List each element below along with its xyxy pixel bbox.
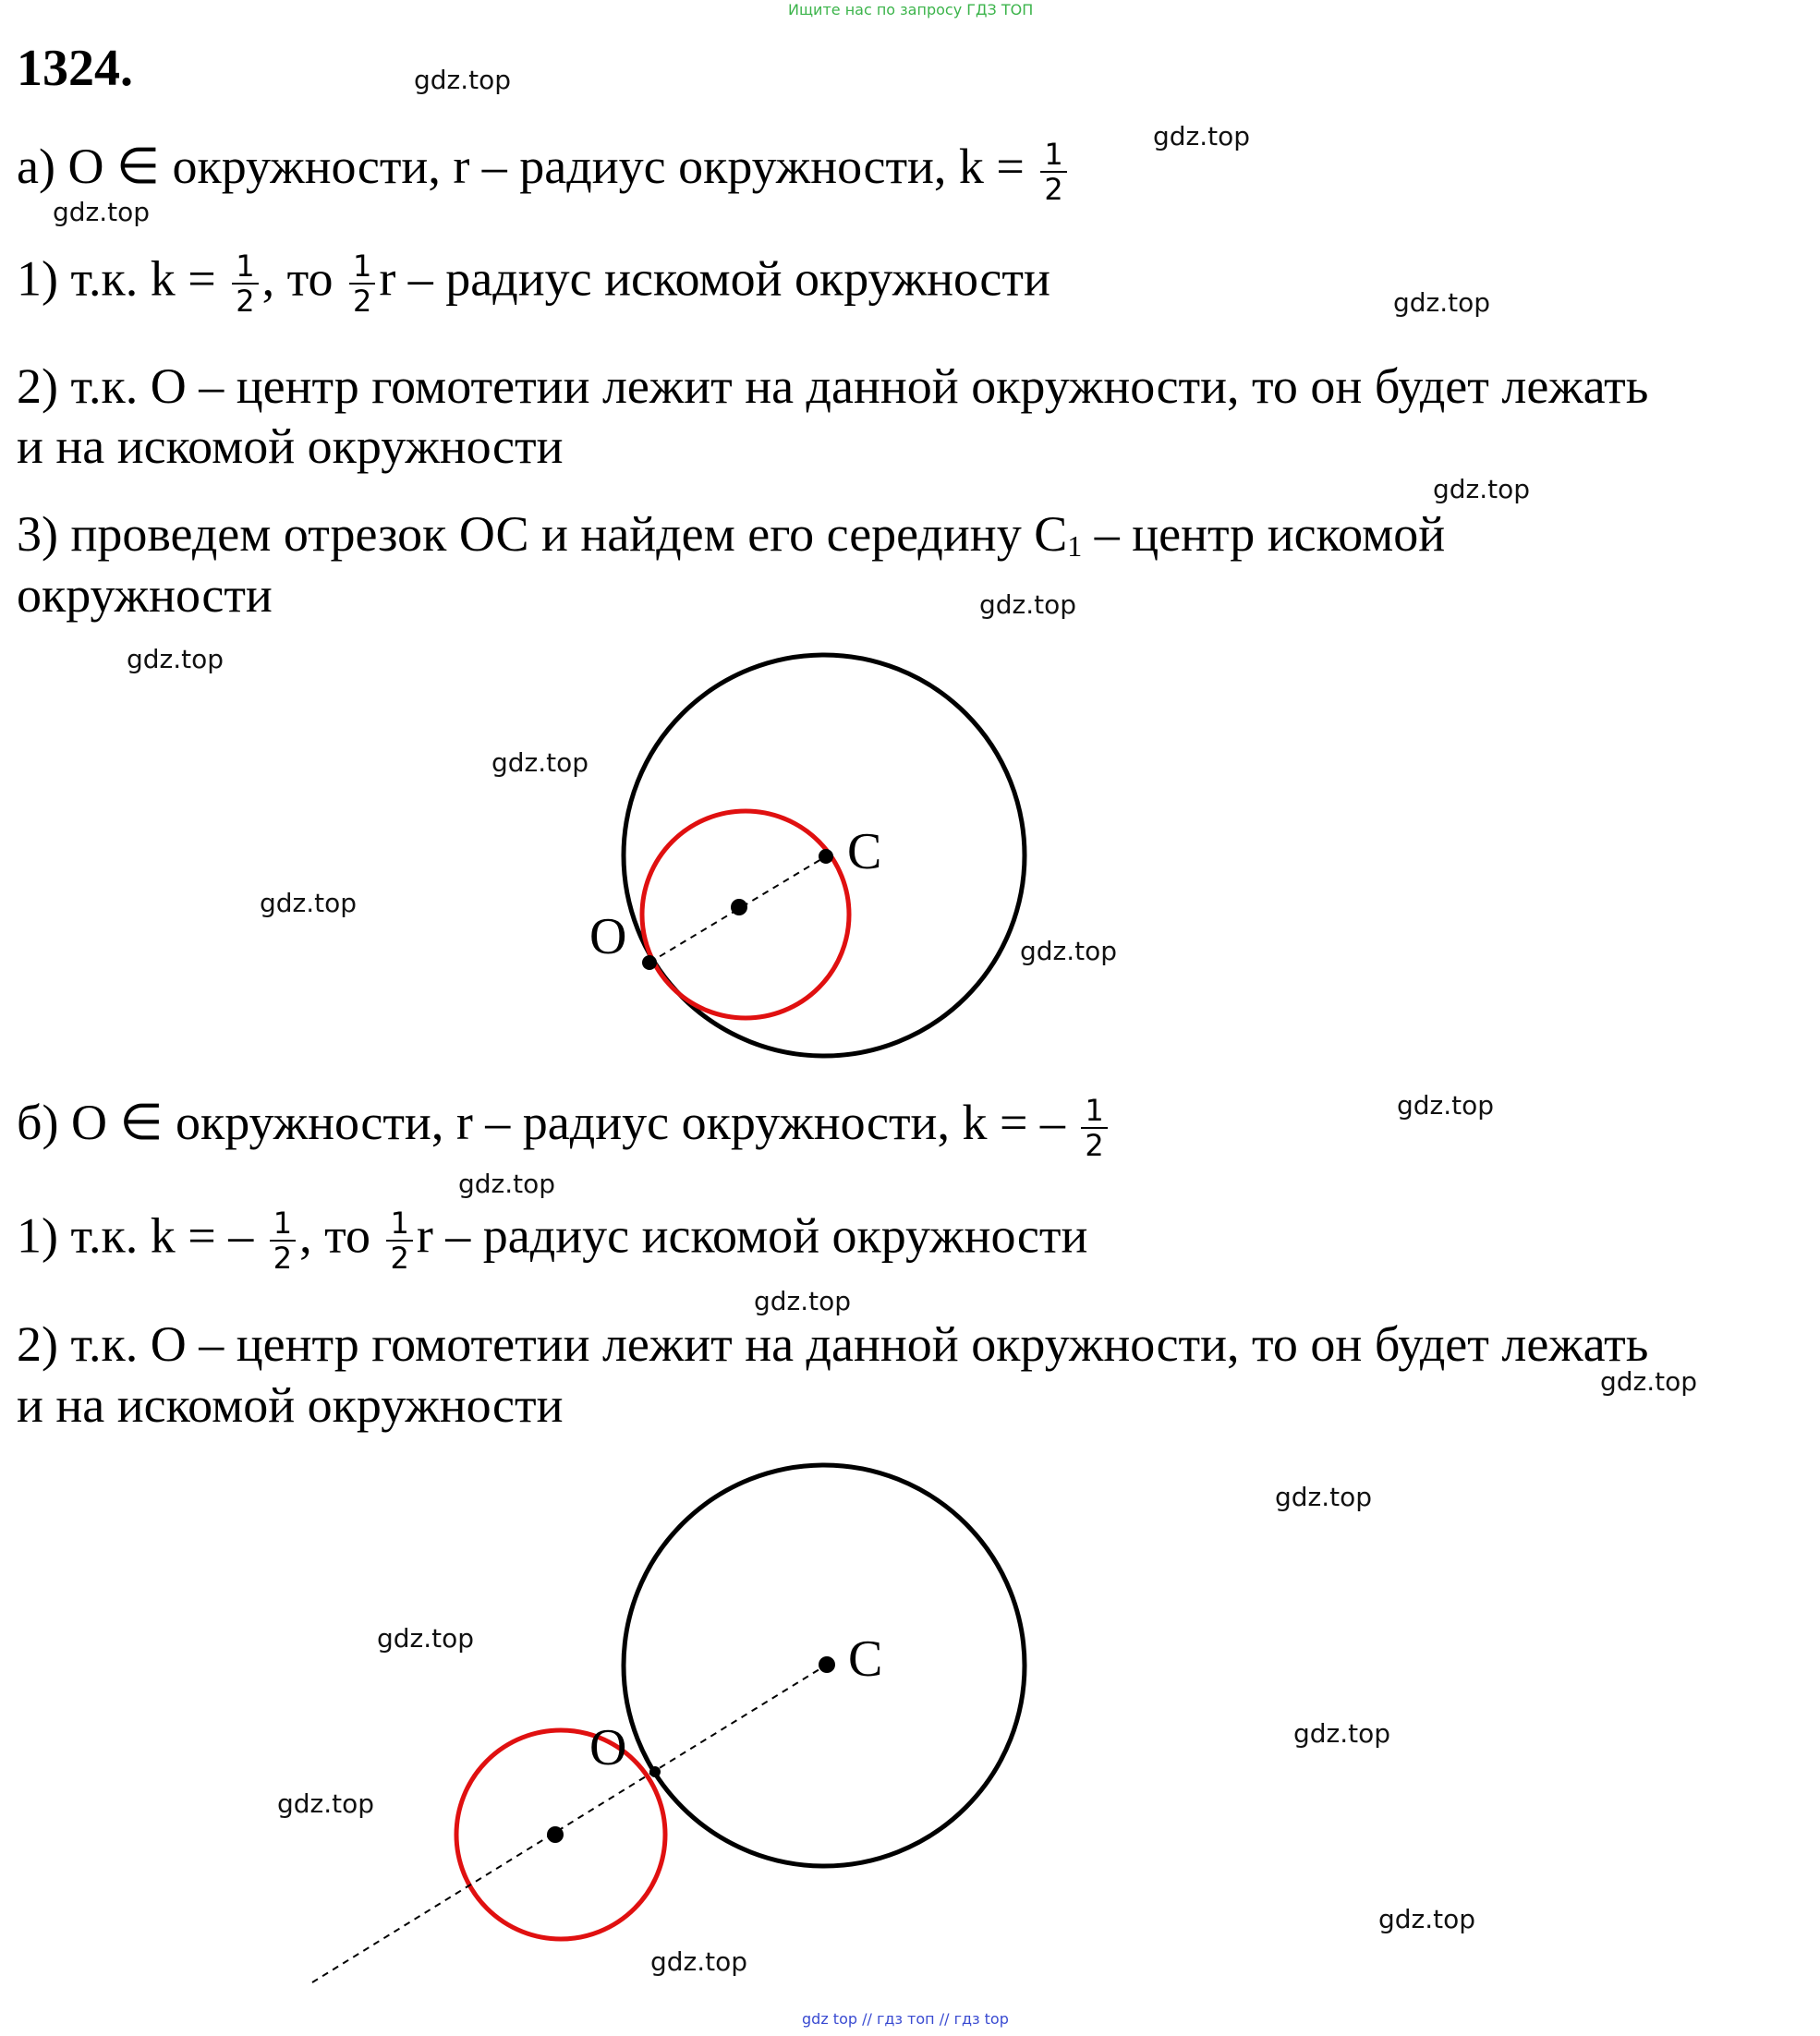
point-o xyxy=(642,955,657,970)
watermark: gdz.top xyxy=(414,65,512,95)
watermark: gdz.top xyxy=(1275,1482,1373,1512)
footer-links xyxy=(802,2010,1009,2028)
dashed-line-oc xyxy=(312,1665,827,1982)
watermark: gdz.top xyxy=(458,1169,556,1199)
part-a-step3-line2: окружности xyxy=(17,567,273,623)
watermark: gdz.top xyxy=(260,888,358,918)
watermark: gdz.top xyxy=(1020,936,1118,966)
watermark: gdz.top xyxy=(53,197,151,227)
point-o xyxy=(649,1766,661,1777)
part-b-step1: 1) т.к. k = – $\frac{1}{2}$ , то $\frac{1}{2}$ r – радиус искомой окружности xyxy=(17,1206,1088,1276)
watermark: gdz.top xyxy=(650,1946,748,1977)
watermark: gdz.top xyxy=(1378,1904,1476,1934)
part-b-step1-frac2: $\frac{1}{2}$ xyxy=(386,1206,412,1275)
part-b-step2-line2: и на искомой окружности xyxy=(17,1377,564,1433)
figure-b xyxy=(0,1450,1820,2005)
figure-a xyxy=(0,647,1820,1072)
label-c: C xyxy=(847,823,882,880)
part-b-step2-line1: 2) т.к. О – центр гомотетии лежит на данной окружности, то он будет лежать xyxy=(17,1316,1649,1372)
footer-link[interactable]: гдз топ xyxy=(876,2010,935,2028)
footer-separator: // xyxy=(939,2010,950,2028)
watermark: gdz.top xyxy=(1433,474,1531,504)
part-a-condition xyxy=(17,137,1071,206)
watermark: gdz.top xyxy=(127,644,224,674)
part-a-k-fraction: $\frac{1}{2}$ xyxy=(1040,138,1066,206)
watermark: gdz.top xyxy=(491,747,589,778)
part-a-step1: 1) т.к. k = $\frac{1}{2}$ , то $\frac{1}{2}$ r – радиус искомой окружности xyxy=(17,248,1050,319)
label-o: O xyxy=(589,908,627,965)
part-a-condition-text: а) О ∈ окружности, r – радиус окружности, k = xyxy=(17,139,1037,194)
watermark: gdz.top xyxy=(1600,1366,1698,1397)
point-c1 xyxy=(731,899,747,915)
watermark: gdz.top xyxy=(1393,287,1491,318)
label-c: C xyxy=(848,1630,883,1688)
point-c xyxy=(819,1656,835,1673)
part-a-step2-line1: 2) т.к. О – центр гомотетии лежит на данной окружности, то он будет лежать xyxy=(17,358,1649,414)
watermark: gdz.top xyxy=(754,1286,852,1316)
result-circle xyxy=(642,811,849,1018)
watermark: gdz.top xyxy=(1153,121,1251,151)
watermark: gdz.top xyxy=(377,1623,475,1654)
watermark: gdz.top xyxy=(979,589,1077,620)
part-b-condition: б) О ∈ окружности, r – радиус окружности, k = – $\frac{1}{2}$ xyxy=(17,1093,1111,1162)
part-a-step1-frac1: $\frac{1}{2}$ xyxy=(232,249,258,318)
part-a-step3-line1: 3) проведем отрезок ОС и найдем его середину С1 – центр искомой xyxy=(17,506,1446,563)
watermark: gdz.top xyxy=(1293,1718,1391,1749)
part-a-step1-frac2: $\frac{1}{2}$ xyxy=(349,249,375,318)
point-c1 xyxy=(547,1826,564,1843)
part-a-step2-line2: и на искомой окружности xyxy=(17,418,564,474)
label-o: O xyxy=(589,1719,627,1776)
footer-link[interactable]: gdz top xyxy=(802,2010,858,2028)
footer-link[interactable]: гдз top xyxy=(953,2010,1009,2028)
footer-separator: // xyxy=(862,2010,872,2028)
part-b-k-fraction: $\frac{1}{2}$ xyxy=(1081,1094,1107,1162)
part-b-step1-frac1: $\frac{1}{2}$ xyxy=(270,1206,296,1275)
watermark: gdz.top xyxy=(277,1788,375,1819)
problem-number: 1324. xyxy=(17,40,133,97)
watermark: gdz.top xyxy=(1397,1090,1495,1121)
top-banner: Ищите нас по запросу ГДЗ ТОП xyxy=(788,1,1034,18)
point-c xyxy=(819,849,833,864)
